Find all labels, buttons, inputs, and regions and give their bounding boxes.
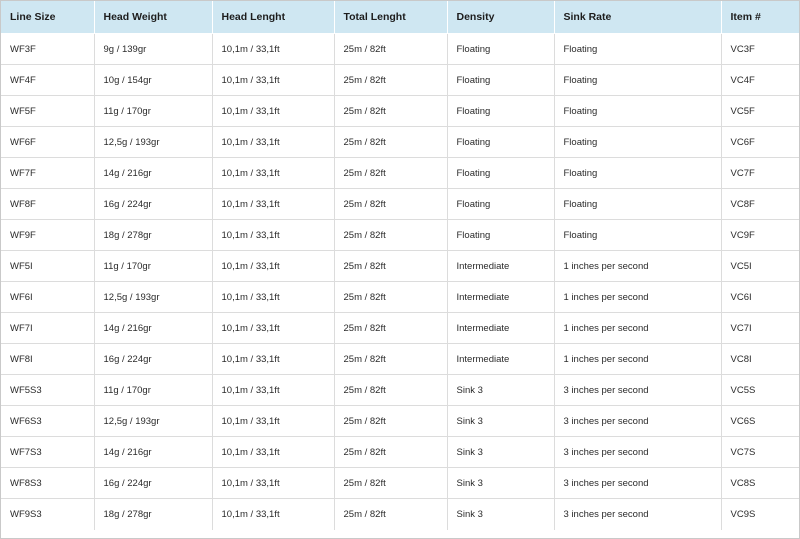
table-header-row	[1, 1, 799, 34]
column-header: Sink Rate	[554, 1, 721, 34]
table-cell: 25m / 82ft	[334, 437, 447, 468]
table-cell: 9g / 139gr	[94, 34, 212, 65]
table-row	[1, 468, 799, 499]
table-cell: 3 inches per second	[554, 375, 721, 406]
table-cell: WF8F	[1, 189, 94, 220]
table-cell: WF9F	[1, 220, 94, 251]
table-cell: WF5S3	[1, 375, 94, 406]
table-cell: VC5I	[721, 251, 799, 282]
table-cell: WF3F	[1, 34, 94, 65]
table-cell: Floating	[554, 127, 721, 158]
table-row	[1, 499, 799, 530]
column-header: Line Size	[1, 1, 94, 34]
table-cell: VC9S	[721, 499, 799, 530]
table-cell: 25m / 82ft	[334, 499, 447, 530]
table-cell: 16g / 224gr	[94, 344, 212, 375]
table-row	[1, 65, 799, 96]
table-cell: 10,1m / 33,1ft	[212, 127, 334, 158]
table-row	[1, 96, 799, 127]
table-row	[1, 189, 799, 220]
table-cell: Floating	[447, 158, 554, 189]
table-cell: 12,5g / 193gr	[94, 406, 212, 437]
table-cell: 10,1m / 33,1ft	[212, 282, 334, 313]
table-row	[1, 220, 799, 251]
table-cell: 10,1m / 33,1ft	[212, 251, 334, 282]
table-cell: VC4F	[721, 65, 799, 96]
table-row	[1, 437, 799, 468]
table-cell: Sink 3	[447, 468, 554, 499]
table-cell: 25m / 82ft	[334, 282, 447, 313]
table-cell: 12,5g / 193gr	[94, 127, 212, 158]
table-cell: WF7F	[1, 158, 94, 189]
table-cell: 18g / 278gr	[94, 499, 212, 530]
column-header: Density	[447, 1, 554, 34]
table-cell: WF6S3	[1, 406, 94, 437]
table-cell: 1 inches per second	[554, 282, 721, 313]
table-cell: VC8F	[721, 189, 799, 220]
table-cell: 25m / 82ft	[334, 189, 447, 220]
table-cell: 16g / 224gr	[94, 189, 212, 220]
table-cell: VC7F	[721, 158, 799, 189]
table-row	[1, 158, 799, 189]
table-cell: VC6I	[721, 282, 799, 313]
table-cell: 14g / 216gr	[94, 158, 212, 189]
table-cell: Floating	[554, 65, 721, 96]
table-cell: 16g / 224gr	[94, 468, 212, 499]
table-cell: 11g / 170gr	[94, 251, 212, 282]
table-cell: 11g / 170gr	[94, 96, 212, 127]
table-cell: WF7S3	[1, 437, 94, 468]
table-cell: 10,1m / 33,1ft	[212, 375, 334, 406]
table-cell: 25m / 82ft	[334, 406, 447, 437]
table-cell: Floating	[447, 65, 554, 96]
table-cell: Floating	[554, 158, 721, 189]
table-cell: 25m / 82ft	[334, 313, 447, 344]
table-cell: VC6S	[721, 406, 799, 437]
table-cell: 3 inches per second	[554, 468, 721, 499]
table-cell: 10,1m / 33,1ft	[212, 158, 334, 189]
table-cell: 18g / 278gr	[94, 220, 212, 251]
table-body	[1, 34, 799, 530]
table-cell: WF9S3	[1, 499, 94, 530]
table-cell: 12,5g / 193gr	[94, 282, 212, 313]
table-cell: 25m / 82ft	[334, 158, 447, 189]
table-cell: Floating	[447, 189, 554, 220]
table-cell: VC5S	[721, 375, 799, 406]
table-cell: 10,1m / 33,1ft	[212, 189, 334, 220]
table-cell: VC5F	[721, 96, 799, 127]
table-cell: WF7I	[1, 313, 94, 344]
table-cell: 3 inches per second	[554, 499, 721, 530]
column-header: Total Lenght	[334, 1, 447, 34]
table-row	[1, 282, 799, 313]
table-cell: 10,1m / 33,1ft	[212, 313, 334, 344]
table-cell: Sink 3	[447, 375, 554, 406]
table-cell: 25m / 82ft	[334, 96, 447, 127]
table-cell: 25m / 82ft	[334, 34, 447, 65]
table-cell: 25m / 82ft	[334, 468, 447, 499]
table-cell: 1 inches per second	[554, 251, 721, 282]
table-cell: 25m / 82ft	[334, 375, 447, 406]
table-cell: Intermediate	[447, 313, 554, 344]
table-cell: 3 inches per second	[554, 437, 721, 468]
table-cell: 10,1m / 33,1ft	[212, 344, 334, 375]
table-cell: WF8S3	[1, 468, 94, 499]
table-cell: WF6I	[1, 282, 94, 313]
table-cell: Floating	[554, 220, 721, 251]
table-cell: VC3F	[721, 34, 799, 65]
table-cell: VC9F	[721, 220, 799, 251]
column-header: Item #	[721, 1, 799, 34]
table-row	[1, 34, 799, 65]
table-cell: 10,1m / 33,1ft	[212, 406, 334, 437]
table-cell: Intermediate	[447, 282, 554, 313]
table-row	[1, 406, 799, 437]
table-row	[1, 127, 799, 158]
table-cell: Intermediate	[447, 344, 554, 375]
table-cell: 10,1m / 33,1ft	[212, 437, 334, 468]
table-cell: VC6F	[721, 127, 799, 158]
table-cell: Sink 3	[447, 437, 554, 468]
table-cell: VC8I	[721, 344, 799, 375]
table-cell: Floating	[554, 34, 721, 65]
table-cell: 25m / 82ft	[334, 251, 447, 282]
table-cell: Floating	[447, 96, 554, 127]
table-cell: Floating	[447, 220, 554, 251]
table-cell: VC7S	[721, 437, 799, 468]
fly-line-specification-table	[1, 1, 799, 530]
table-cell: 25m / 82ft	[334, 65, 447, 96]
table-cell: Floating	[447, 34, 554, 65]
table-cell: WF5I	[1, 251, 94, 282]
table-cell: 10g / 154gr	[94, 65, 212, 96]
table-cell: 3 inches per second	[554, 406, 721, 437]
table-cell: Floating	[554, 189, 721, 220]
table-cell: 14g / 216gr	[94, 313, 212, 344]
table-row	[1, 251, 799, 282]
column-header: Head Weight	[94, 1, 212, 34]
table-cell: VC7I	[721, 313, 799, 344]
table-cell: Floating	[554, 96, 721, 127]
table-cell: 25m / 82ft	[334, 127, 447, 158]
table-cell: 10,1m / 33,1ft	[212, 96, 334, 127]
table-cell: 1 inches per second	[554, 344, 721, 375]
table-cell: Floating	[447, 127, 554, 158]
table-row	[1, 344, 799, 375]
table-header	[1, 1, 799, 34]
table-cell: WF8I	[1, 344, 94, 375]
table-cell: 1 inches per second	[554, 313, 721, 344]
table-cell: 10,1m / 33,1ft	[212, 220, 334, 251]
table-cell: Intermediate	[447, 251, 554, 282]
table-row	[1, 375, 799, 406]
table-cell: Sink 3	[447, 499, 554, 530]
table-cell: WF6F	[1, 127, 94, 158]
table-cell: 11g / 170gr	[94, 375, 212, 406]
table-cell: 10,1m / 33,1ft	[212, 468, 334, 499]
table-cell: 25m / 82ft	[334, 344, 447, 375]
table-cell: Sink 3	[447, 406, 554, 437]
table-cell: VC8S	[721, 468, 799, 499]
table-cell: 10,1m / 33,1ft	[212, 499, 334, 530]
table-cell: 25m / 82ft	[334, 220, 447, 251]
table-row	[1, 313, 799, 344]
table-cell: 10,1m / 33,1ft	[212, 65, 334, 96]
table-cell: WF4F	[1, 65, 94, 96]
table-cell: WF5F	[1, 96, 94, 127]
table-cell: 14g / 216gr	[94, 437, 212, 468]
table-cell: 10,1m / 33,1ft	[212, 34, 334, 65]
column-header: Head Lenght	[212, 1, 334, 34]
